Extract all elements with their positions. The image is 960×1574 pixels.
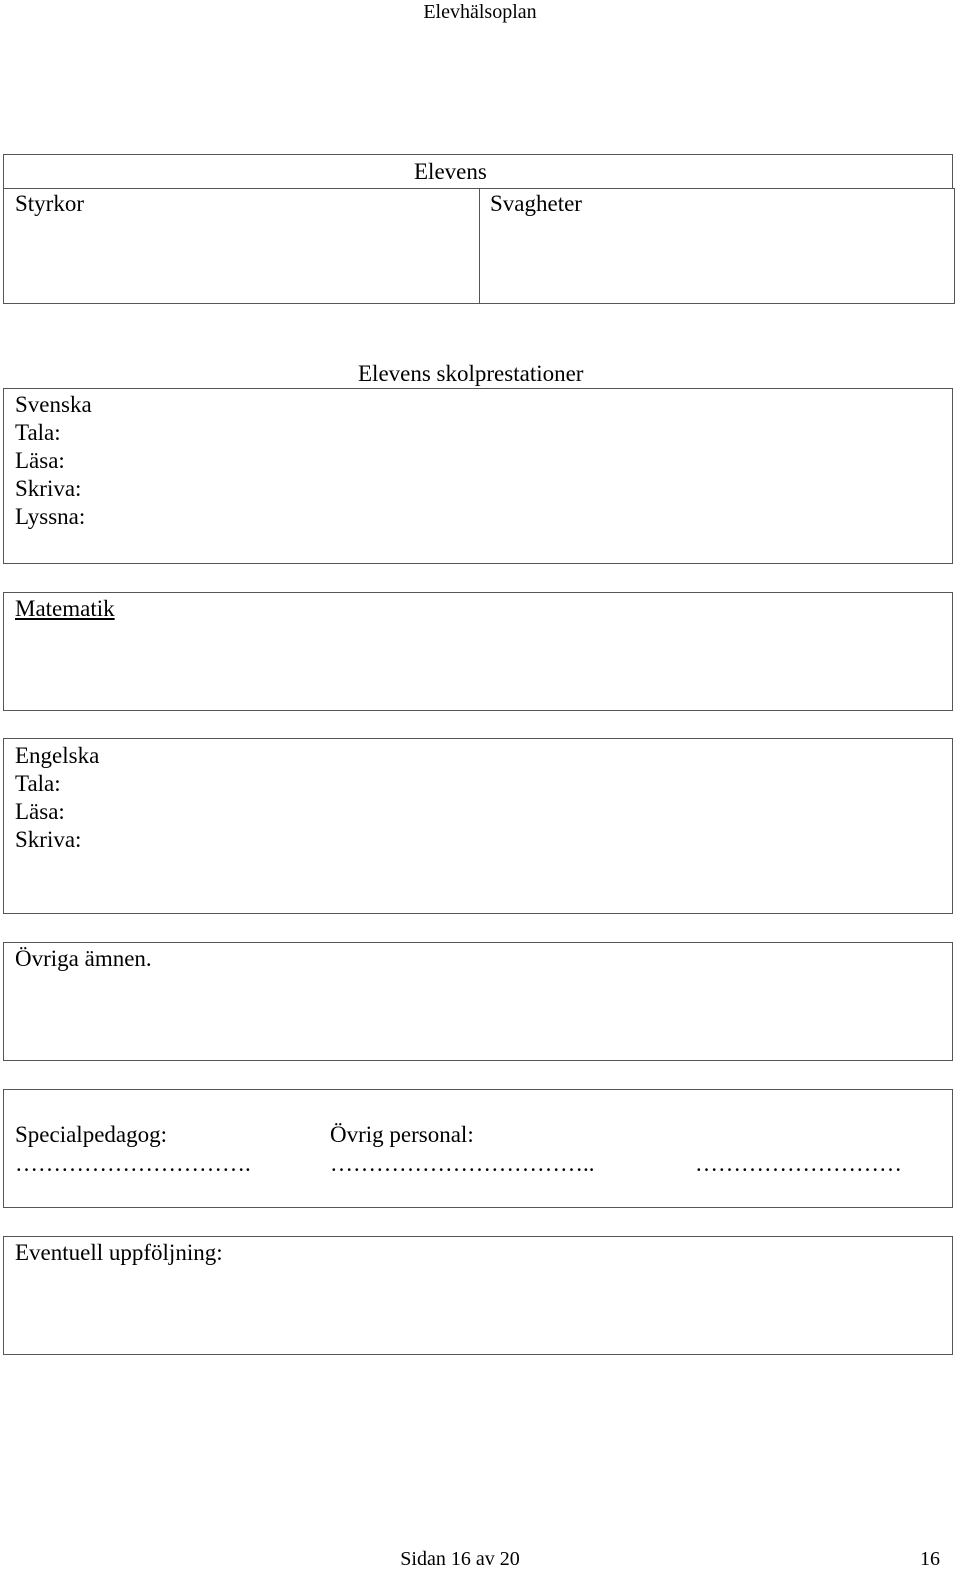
- extra-signature-dots: ………………………: [695, 1151, 902, 1176]
- svenska-box[interactable]: [3, 388, 953, 564]
- matematik-title: Matematik: [15, 596, 115, 621]
- school-performance-heading: Elevens skolprestationer: [358, 361, 584, 386]
- specialpedagog-dots: ………………………….: [15, 1151, 251, 1176]
- svenska-block: [15, 391, 92, 531]
- matematik-box[interactable]: [3, 592, 953, 711]
- engelska-box[interactable]: [3, 738, 953, 914]
- svenska-lasa-label: Läsa:: [15, 448, 65, 473]
- ovrig-personal-dots: ……………………………..: [330, 1151, 595, 1176]
- svenska-tala-label: Tala:: [15, 420, 61, 445]
- specialpedagog-label: Specialpedagog:: [15, 1122, 168, 1147]
- svenska-skriva-label: Skriva:: [15, 476, 82, 501]
- strengths-label: Styrkor: [15, 191, 84, 216]
- svenska-title: Svenska: [15, 392, 92, 417]
- ovriga-title: Övriga ämnen.: [15, 946, 152, 971]
- ovrig-personal-label: Övrig personal:: [330, 1122, 474, 1147]
- elevens-heading: Elevens: [414, 159, 487, 184]
- footer-page-number: 16: [920, 1548, 940, 1570]
- engelska-title: Engelska: [15, 743, 100, 768]
- followup-label: Eventuell uppföljning:: [15, 1240, 223, 1265]
- svenska-lyssna-label: Lyssna:: [15, 504, 86, 529]
- weaknesses-label: Svagheter: [490, 191, 582, 216]
- document-header: Elevhälsoplan: [423, 1, 537, 23]
- footer-page-text: Sidan 16 av 20: [400, 1548, 520, 1570]
- engelska-lasa-label: Läsa:: [15, 799, 65, 824]
- engelska-skriva-label: Skriva:: [15, 827, 82, 852]
- engelska-tala-label: Tala:: [15, 771, 61, 796]
- engelska-block: [15, 742, 99, 854]
